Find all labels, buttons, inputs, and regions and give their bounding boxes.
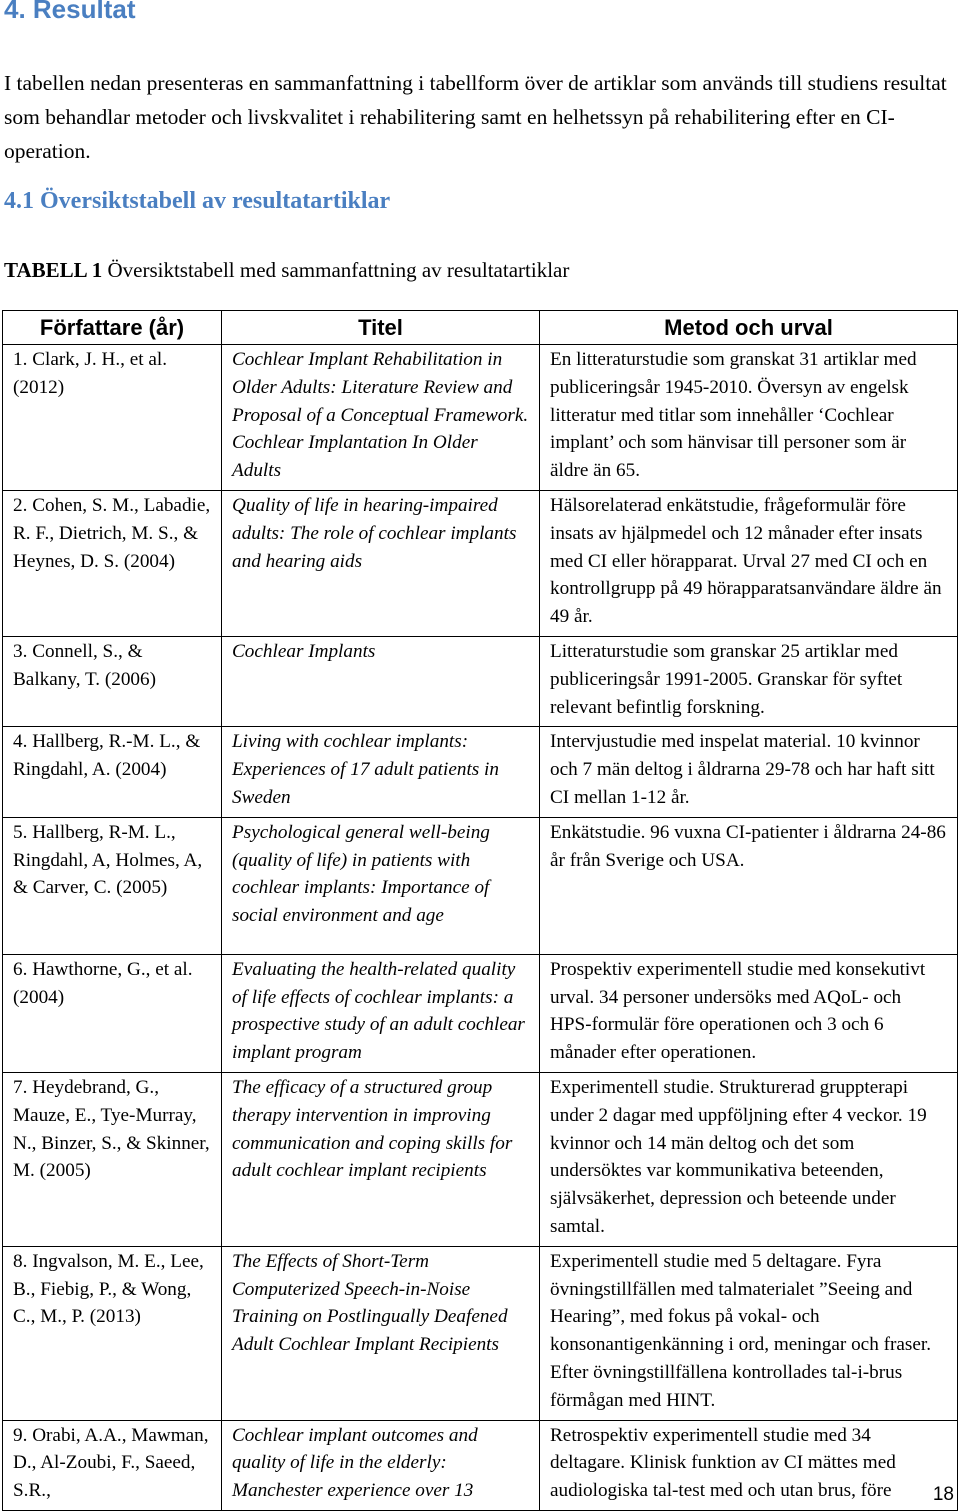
table-row	[3, 490, 958, 636]
method-cell: En litteraturstudie som granskat 31 artiklar med publiceringsår 1945-2010. Översyn av engelsk litteratur med titlar som innehåller ‘Cochlear implant’ och som hänvisar till personer som är äldre än 65.	[540, 345, 958, 491]
title-cell: Living with cochlear implants: Experiences of 17 adult patients in Sweden	[222, 727, 540, 817]
table-row	[3, 727, 958, 817]
method-cell: Experimentell studie. Strukturerad gruppterapi under 2 dagar med uppföljning efter 4 veckor. 19 kvinnor och 14 män deltog och det som undersöktes var kommunikativa beteenden, självsäkerhet, depression och beteende under samtal.	[540, 1072, 958, 1246]
method-cell: Retrospektiv experimentell studie med 34 deltagare. Klinisk funktion av CI mättes med audiologiska tal-test med och utan brus, före	[540, 1420, 958, 1510]
method-cell: Intervjustudie med inspelat material. 10 kvinnor och 7 män deltog i åldrarna 29-78 och har haft sitt CI mellan 1-12 år.	[540, 727, 958, 817]
title-cell: Cochlear Implants	[222, 636, 540, 726]
table-row	[3, 636, 958, 726]
method-cell: Litteraturstudie som granskar 25 artiklar med publiceringsår 1991-2005. Granskar för syftet relevant befintlig forskning.	[540, 636, 958, 726]
title-cell: Psychological general well-being (quality of life) in patients with cochlear implants: Importance of social environment and age	[222, 817, 540, 954]
title-cell: Evaluating the health-related quality of life effects of cochlear implants: a prospective study of an adult cochlear implant program	[222, 954, 540, 1072]
title-cell: Cochlear implant outcomes and quality of life in the elderly: Manchester experience over 13	[222, 1420, 540, 1510]
author-cell: 8. Ingvalson, M. E., Lee, B., Fiebig, P., & Wong, C., M., P. (2013)	[3, 1246, 222, 1420]
author-cell: 7. Heydebrand, G., Mauze, E., Tye-Murray, N., Binzer, S., & Skinner, M. (2005)	[3, 1072, 222, 1246]
header-title: Titel	[222, 311, 540, 345]
intro-paragraph: I tabellen nedan presenteras en sammanfattning i tabellform över de artiklar som används till studiens resultat som behandlar metoder och livskvalitet i rehabilitering samt en helhetssyn på rehabilitering efter en CI-operation.	[4, 71, 947, 163]
author-cell: 2. Cohen, S. M., Labadie, R. F., Dietrich, M. S., & Heynes, D. S. (2004)	[3, 490, 222, 636]
subsection-heading: 4.1 Översiktstabell av resultatartiklar	[4, 188, 391, 214]
method-cell: Prospektiv experimentell studie med konsekutivt urval. 34 personer undersöks med AQoL- och HPS-formulär före operationen och 3 och 6 månader efter operationen.	[540, 954, 958, 1072]
author-cell: 6. Hawthorne, G., et al. (2004)	[3, 954, 222, 1072]
method-cell: Enkätstudie. 96 vuxna CI-patienter i åldrarna 24-86 år från Sverige och USA.	[540, 817, 958, 954]
header-method: Metod och urval	[540, 311, 958, 345]
method-cell: Hälsorelaterad enkätstudie, frågeformulär före insats av hjälpmedel och 12 månader efter insats med CI eller hörapparat. Urval 27 med CI och en kontrollgrupp på 49 hörapparatsanvändare äldre än 49 år.	[540, 490, 958, 636]
title-cell: Quality of life in hearing-impaired adults: The role of cochlear implants and hearing aids	[222, 490, 540, 636]
title-cell: Cochlear Implant Rehabilitation in Older Adults: Literature Review and Proposal of a Conceptual Framework. Cochlear Implantation In Older Adults	[222, 345, 540, 491]
author-cell: 1. Clark, J. H., et al. (2012)	[3, 345, 222, 491]
author-cell: 5. Hallberg, R-M. L., Ringdahl, A, Holmes, A, & Carver, C. (2005)	[3, 817, 222, 954]
table-label: TABELL 1	[4, 258, 103, 282]
author-cell: 4. Hallberg, R.-M. L., & Ringdahl, A. (2004)	[3, 727, 222, 817]
title-cell: The efficacy of a structured group therapy intervention in improving communication and coping skills for adult cochlear implant recipients	[222, 1072, 540, 1246]
title-cell: The Effects of Short-Term Computerized Speech-in-Noise Training on Postlingually Deafened Adult Cochlear Implant Recipients	[222, 1246, 540, 1420]
table-caption	[4, 258, 569, 283]
table-row	[3, 1420, 958, 1510]
table-row	[3, 1246, 958, 1420]
table-row	[3, 1072, 958, 1246]
header-author: Författare (år)	[3, 311, 222, 345]
table-header-row	[3, 311, 958, 345]
author-cell: 3. Connell, S., & Balkany, T. (2006)	[3, 636, 222, 726]
author-cell: 9. Orabi, A.A., Mawman, D., Al-Zoubi, F., Saeed, S.R.,	[3, 1420, 222, 1510]
table-row	[3, 345, 958, 491]
method-cell: Experimentell studie med 5 deltagare. Fyra övningstillfällen med talmaterialet ”Seeing and Hearing”, med fokus på vokal- och konsonantigenkänning i ord, meningar och fraser. Efter övningstillfällena kontrollades tal-i-brus förmågan med HINT.	[540, 1246, 958, 1420]
section-heading: 4. Resultat	[4, 0, 136, 24]
table-row	[3, 817, 958, 954]
page-number: 18	[932, 1484, 954, 1505]
table-caption-text: Översiktstabell med sammanfattning av resultatartiklar	[107, 258, 570, 282]
results-table	[2, 310, 958, 1511]
table-row	[3, 954, 958, 1072]
